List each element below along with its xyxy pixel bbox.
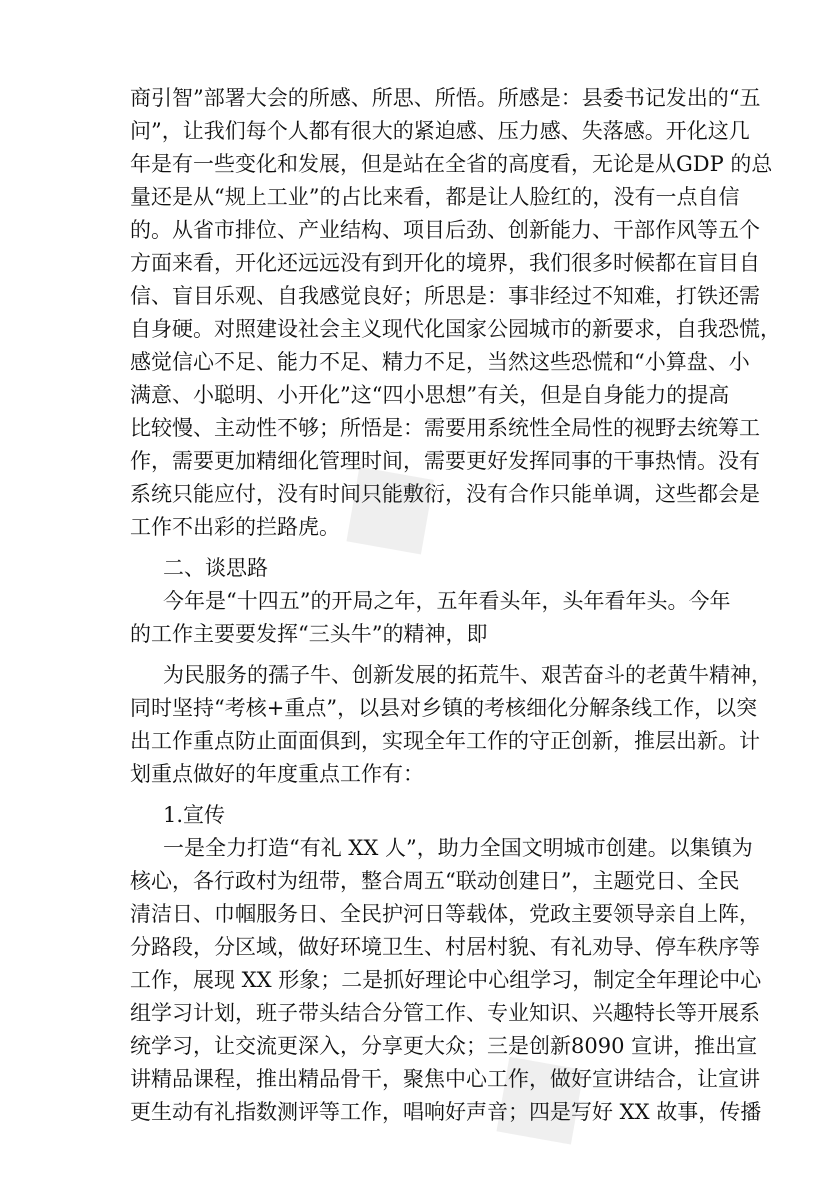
text-line: 比较慢、主动性不够；所悟是：需要用系统性全局性的视野去统筹工 [130, 416, 760, 440]
text-line: 核心，各行政村为纽带，整合周五“联动创建日”，主题党日、全民 [130, 869, 740, 893]
text-line: 自身硬。对照建设社会主义现代化国家公园城市的新要求，自我恐慌， [130, 317, 781, 341]
text-line: 一是全力打造“有礼 XX 人”，助力全国文明城市创建。以集镇为 [163, 836, 753, 860]
section-heading-text: 二、谈思路 [163, 556, 268, 580]
text-line: 讲精品课程，推出精品骨干，聚焦中心工作，做好宣讲结合，让宣讲 [130, 1067, 760, 1091]
text-line: 的。从省市排位、产业结构、项目后劲、创新能力、干部作风等五个 [130, 218, 760, 242]
text-line: 信、盲目乐观、自我感觉良好；所思是：事非经过不知难，打铁还需 [130, 284, 760, 308]
subheading [130, 799, 710, 832]
paragraph-4 [130, 832, 762, 1129]
text-line: 系统只能应付，没有时间只能敷衍，没有合作只能单调，这些都会是 [130, 482, 760, 506]
text-line: 工作，展现 XX 形象；二是抓好理论中心组学习，制定全年理论中心 [130, 968, 762, 992]
paragraph-3 [130, 659, 772, 791]
text-line: 统学习，让交流更深入，分享更大众；三是创新8090 宣讲，推出宣 [130, 1034, 758, 1058]
section-heading [130, 552, 710, 585]
text-line: 满意、小聪明、小开化”这“四小思想”有关，但是自身能力的提高 [130, 383, 730, 407]
watermark-mark-bottom: ◆ [442, 993, 625, 1189]
text-line: 作，需要更加精细化管理时间，需要更好发挥同事的干事热情。没有 [130, 449, 760, 473]
text-line: 分路段，分区域，做好环境卫生、村居村貌、有礼劝导、停车秩序等 [130, 935, 760, 959]
subheading-text: 1.宣传 [163, 803, 226, 827]
text-line: 清洁日、巾帼服务日、全民护河日等载体，党政主要领导亲自上阵， [130, 902, 760, 926]
text-line: 工作不出彩的拦路虎。 [130, 515, 340, 539]
intro-paragraph [130, 82, 781, 544]
document-body [130, 82, 781, 1129]
text-line: 出工作重点防止面面俱到，实现全年工作的守正创新，推层出新。计 [130, 729, 760, 753]
text-line: 组学习计划，班子带头结合分管工作、专业知识、兴趣特长等开展系 [130, 1001, 760, 1025]
text-line: 同时坚持“考核+重点”，以县对乡镇的考核细化分解条线工作，以突 [130, 696, 758, 720]
text-line: 商引智”部署大会的所感、所思、所悟。所感是：县委书记发出的“五 [130, 86, 761, 110]
text-line: 今年是“十四五”的开局之年，五年看头年，头年看年头。今年 [163, 589, 731, 613]
watermark-mark: ◆ [292, 403, 475, 600]
text-line: 年是有一些变化和发展，但是站在全省的高度看，无论是从GDP 的总 [130, 152, 773, 176]
text-line: 感觉信心不足、能力不足、精力不足，当然这些恐慌和“小算盘、小 [130, 350, 750, 374]
text-line: 为民服务的孺子牛、创新发展的拓荒牛、艰苦奋斗的老黄牛精神， [163, 663, 772, 687]
text-line: 划重点做好的年度重点工作有： [130, 762, 424, 786]
text-line: 问”，让我们每个人都有很大的紧迫感、压力感、失落感。开化这几 [130, 119, 750, 143]
text-line: 的工作主要要发挥“三头牛”的精神，即 [130, 622, 488, 646]
text-line: 方面来看，开化还远远没有到开化的境界，我们很多时候都在盲目自 [130, 251, 760, 275]
paragraph-2 [130, 585, 731, 651]
text-line: 更生动有礼指数测评等工作，唱响好声音；四是写好 XX 故事，传播 [130, 1100, 762, 1124]
text-line: 量还是从“规上工业”的占比来看，都是让人脸红的，没有一点自信 [130, 185, 740, 209]
